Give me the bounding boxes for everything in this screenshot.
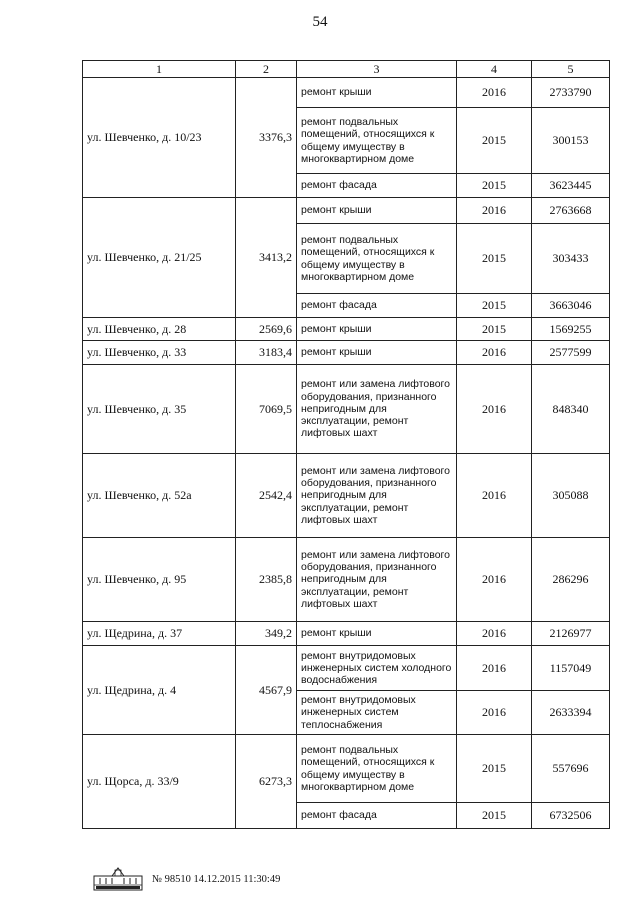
area-cell: 3413,2 (236, 198, 297, 318)
work-type-cell: ремонт крыши (297, 341, 457, 365)
work-type-cell: ремонт крыши (297, 198, 457, 224)
cost-cell: 3663046 (532, 294, 610, 318)
cost-cell: 286296 (532, 538, 610, 622)
page-number: 54 (312, 14, 328, 30)
year-cell: 2015 (457, 224, 532, 294)
table-row (83, 646, 610, 691)
year-cell: 2015 (457, 294, 532, 318)
cost-cell: 1569255 (532, 318, 610, 341)
work-type-cell: ремонт подвальных помещений, относящихся к общему имуществу в многоквартирном доме (297, 735, 457, 803)
address-cell: ул. Щедрина, д. 37 (83, 622, 236, 646)
table-row (83, 341, 610, 365)
year-cell: 2015 (457, 174, 532, 198)
table-row (83, 318, 610, 341)
table-body (83, 78, 610, 829)
area-cell: 6273,3 (236, 735, 297, 829)
cost-cell: 1157049 (532, 646, 610, 691)
work-type-cell: ремонт подвальных помещений, относящихся к общему имуществу в многоквартирном доме (297, 224, 457, 294)
address-cell: ул. Шевченко, д. 28 (83, 318, 236, 341)
repair-schedule-table (82, 60, 610, 829)
work-type-cell: ремонт крыши (297, 78, 457, 108)
document-stamp (92, 864, 352, 894)
table-row (83, 198, 610, 224)
stamp-text: № 98510 14.12.2015 11:30:49 (152, 873, 281, 885)
address-cell: ул. Щедрина, д. 4 (83, 646, 236, 735)
cost-cell: 2633394 (532, 691, 610, 735)
col-header-4: 4 (457, 61, 532, 78)
col-header-2: 2 (236, 61, 297, 78)
year-cell: 2016 (457, 78, 532, 108)
cost-cell: 305088 (532, 454, 610, 538)
work-type-cell: ремонт или замена лифтового оборудования, признанного непригодным для эксплуатации, ремонт лифтовых шахт (297, 538, 457, 622)
building-logo-icon (92, 866, 144, 892)
table-row (83, 365, 610, 454)
year-cell: 2016 (457, 622, 532, 646)
area-cell: 4567,9 (236, 646, 297, 735)
year-cell: 2016 (457, 538, 532, 622)
col-header-5: 5 (532, 61, 610, 78)
address-cell: ул. Шевченко, д. 21/25 (83, 198, 236, 318)
address-cell: ул. Шевченко, д. 52а (83, 454, 236, 538)
year-cell: 2016 (457, 454, 532, 538)
area-cell: 349,2 (236, 622, 297, 646)
year-cell: 2015 (457, 108, 532, 174)
address-cell: ул. Шевченко, д. 35 (83, 365, 236, 454)
work-type-cell: ремонт или замена лифтового оборудования, признанного непригодным для эксплуатации, ремонт лифтовых шахт (297, 365, 457, 454)
year-cell: 2016 (457, 691, 532, 735)
work-type-cell: ремонт или замена лифтового оборудования, признанного непригодным для эксплуатации, ремонт лифтовых шахт (297, 454, 457, 538)
work-type-cell: ремонт внутридомовых инженерных систем теплоснабжения (297, 691, 457, 735)
year-cell: 2015 (457, 735, 532, 803)
table-row (83, 538, 610, 622)
year-cell: 2016 (457, 341, 532, 365)
year-cell: 2016 (457, 365, 532, 454)
cost-cell: 848340 (532, 365, 610, 454)
year-cell: 2016 (457, 198, 532, 224)
col-header-3: 3 (297, 61, 457, 78)
work-type-cell: ремонт фасада (297, 174, 457, 198)
area-cell: 2569,6 (236, 318, 297, 341)
area-cell: 2542,4 (236, 454, 297, 538)
cost-cell: 2763668 (532, 198, 610, 224)
cost-cell: 557696 (532, 735, 610, 803)
work-type-cell: ремонт крыши (297, 622, 457, 646)
work-type-cell: ремонт фасада (297, 803, 457, 829)
work-type-cell: ремонт подвальных помещений, относящихся к общему имуществу в многоквартирном доме (297, 108, 457, 174)
year-cell: 2015 (457, 318, 532, 341)
address-cell: ул. Шевченко, д. 33 (83, 341, 236, 365)
address-cell: ул. Щорса, д. 33/9 (83, 735, 236, 829)
cost-cell: 300153 (532, 108, 610, 174)
address-cell: ул. Шевченко, д. 10/23 (83, 78, 236, 198)
work-type-cell: ремонт внутридомовых инженерных систем холодного водоснабжения (297, 646, 457, 691)
year-cell: 2016 (457, 646, 532, 691)
col-header-1: 1 (83, 61, 236, 78)
area-cell: 2385,8 (236, 538, 297, 622)
area-cell: 7069,5 (236, 365, 297, 454)
header-row (83, 61, 610, 78)
cost-cell: 2733790 (532, 78, 610, 108)
work-type-cell: ремонт крыши (297, 318, 457, 341)
table-row (83, 454, 610, 538)
address-cell: ул. Шевченко, д. 95 (83, 538, 236, 622)
table-row (83, 622, 610, 646)
table-row (83, 78, 610, 108)
cost-cell: 3623445 (532, 174, 610, 198)
work-type-cell: ремонт фасада (297, 294, 457, 318)
cost-cell: 6732506 (532, 803, 610, 829)
year-cell: 2015 (457, 803, 532, 829)
cost-cell: 303433 (532, 224, 610, 294)
area-cell: 3183,4 (236, 341, 297, 365)
cost-cell: 2577599 (532, 341, 610, 365)
cost-cell: 2126977 (532, 622, 610, 646)
area-cell: 3376,3 (236, 78, 297, 198)
table-row (83, 735, 610, 803)
